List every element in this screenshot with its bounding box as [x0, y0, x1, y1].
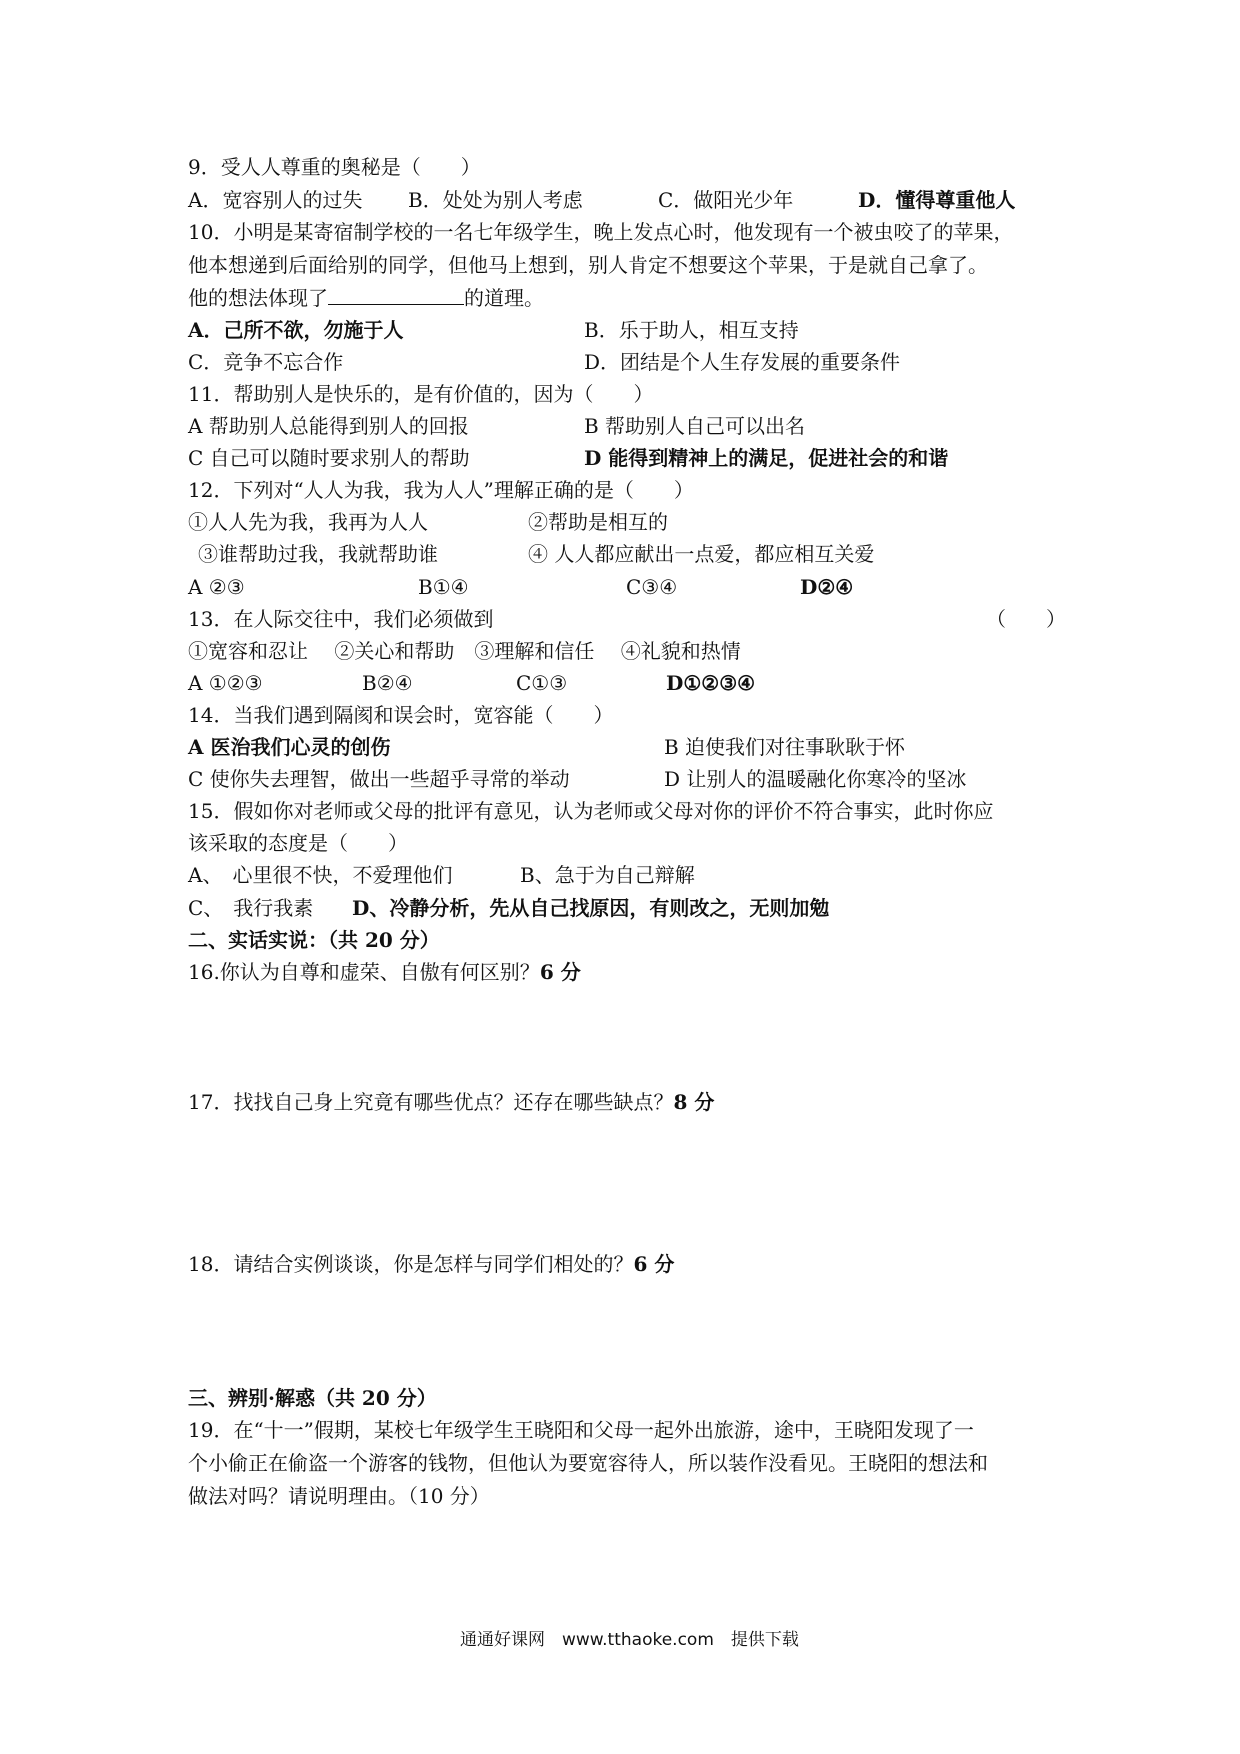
q17-text: 17．找找自己身上究竟有哪些优点？还存在哪些缺点？: [188, 1090, 674, 1114]
q13-option-d: D①②③④: [666, 671, 756, 695]
q15-line-1: 15．假如你对老师或父母的批评有意见，认为老师或父母对你的评价不符合事实，此时你应: [188, 799, 994, 823]
q12-statement-2: ②帮助是相互的: [528, 510, 668, 534]
q9-stem: 9．受人人尊重的奥秘是（ ）: [188, 155, 481, 179]
q12-stem: 12．下列对“人人为我，我为人人”理解正确的是（ ）: [188, 478, 694, 502]
q11-stem: 11．帮助别人是快乐的，是有价值的，因为（ ）: [188, 382, 654, 406]
q9-option-c: C．做阳光少年: [658, 188, 794, 212]
q11-option-b: B 帮助别人自己可以出名: [584, 414, 806, 438]
q11-option-c: C 自己可以随时要求别人的帮助: [188, 446, 470, 470]
q15-option-a: A、 心里很不快，不爱理他们: [188, 863, 453, 887]
q10-line-3-post: 的道理。: [464, 286, 544, 310]
q13-stem: 13．在人际交往中，我们必须做到: [188, 607, 494, 631]
q12-option-d: D②④: [800, 575, 854, 599]
q12-statement-1: ①人人先为我，我再为人人: [188, 510, 428, 534]
q10-option-c: C．竞争不忘合作: [188, 350, 344, 374]
q19-line-3: 做法对吗？请说明理由。（10 分）: [188, 1484, 490, 1508]
q12-option-b: B①④: [418, 575, 469, 599]
q12-option-c: C③④: [626, 575, 678, 599]
q14-option-c: C 使你失去理智，做出一些超乎寻常的举动: [188, 767, 570, 791]
q18: [188, 1250, 674, 1278]
q12-statement-4: ④ 人人都应献出一点爱，都应相互关爱: [528, 542, 875, 566]
q11-option-d: D 能得到精神上的满足，促进社会的和谐: [584, 446, 949, 470]
footer-source: 通通好课网 www.tthaoke.com 提供下载: [460, 1630, 799, 1650]
q16: [188, 958, 581, 986]
q10-option-a: A．己所不欲，勿施于人: [188, 318, 404, 342]
q17-score: 8 分: [673, 1090, 715, 1114]
q9-option-b: B．处处为别人考虑: [408, 188, 583, 212]
q13-option-b: B②④: [362, 671, 413, 695]
q16-text: 16.你认为自尊和虚荣、自傲有何区别？: [188, 960, 540, 984]
q19-line-2: 个小偷正在偷盗一个游客的钱物，但他认为要宽容待人，所以装作没看见。王晓阳的想法和: [188, 1451, 988, 1475]
q10-option-b: B．乐于助人，相互支持: [584, 318, 799, 342]
fill-blank: [328, 284, 464, 305]
q12-option-a: A ②③: [188, 575, 245, 599]
q13-items: ①宽容和忍让 ②关心和帮助 ③理解和信任 ④礼貌和热情: [188, 639, 741, 663]
q18-text: 18．请结合实例谈谈，你是怎样与同学们相处的？: [188, 1252, 634, 1276]
q14-option-a: A 医治我们心灵的创伤: [188, 735, 391, 759]
q12-statement-3: ③谁帮助过我，我就帮助谁: [198, 542, 438, 566]
q9-option-a: A．宽容别人的过失: [188, 188, 363, 212]
q15-option-c: C、 我行我素: [188, 896, 314, 920]
q14-option-d: D 让别人的温暖融化你寒冷的坚冰: [664, 767, 967, 791]
q13-answer-paren: （ ）: [986, 607, 1066, 631]
q17: [188, 1088, 714, 1116]
q16-score: 6 分: [539, 960, 581, 984]
section-3-heading: 三、辨别·解惑（共 20 分）: [188, 1386, 437, 1410]
q10-option-d: D．团结是个人生存发展的重要条件: [584, 350, 901, 374]
q10-line-3-pre: 他的想法体现了: [188, 286, 328, 310]
q18-score: 6 分: [633, 1252, 675, 1276]
q13-option-a: A ①②③: [188, 671, 263, 695]
q15-line-2: 该采取的态度是（ ）: [188, 831, 408, 855]
q19-line-1: 19．在“十一”假期，某校七年级学生王晓阳和父母一起外出旅游，途中，王晓阳发现了一: [188, 1418, 974, 1442]
q14-stem: 14．当我们遇到隔阂和误会时，宽容能（ ）: [188, 703, 614, 727]
q14-option-b: B 迫使我们对往事耿耿于怀: [664, 735, 906, 759]
q10-line-1: 10．小明是某寄宿制学校的一名七年级学生，晚上发点心时，他发现有一个被虫咬了的苹果，: [188, 220, 1014, 244]
q13-option-c: C①③: [516, 671, 568, 695]
q10-line-3: [188, 284, 544, 312]
section-2-heading: 二、实话实说：（共 20 分）: [188, 928, 440, 952]
q15-option-b: B、急于为自己辩解: [520, 863, 695, 887]
q10-line-2: 他本想递到后面给别的同学，但他马上想到，别人肯定不想要这个苹果，于是就自己拿了。: [188, 253, 988, 277]
q11-option-a: A 帮助别人总能得到别人的回报: [188, 414, 469, 438]
q9-option-d: D．懂得尊重他人: [858, 188, 1016, 212]
q15-option-d: D、冷静分析，先从自己找原因，有则改之，无则加勉: [352, 896, 830, 920]
